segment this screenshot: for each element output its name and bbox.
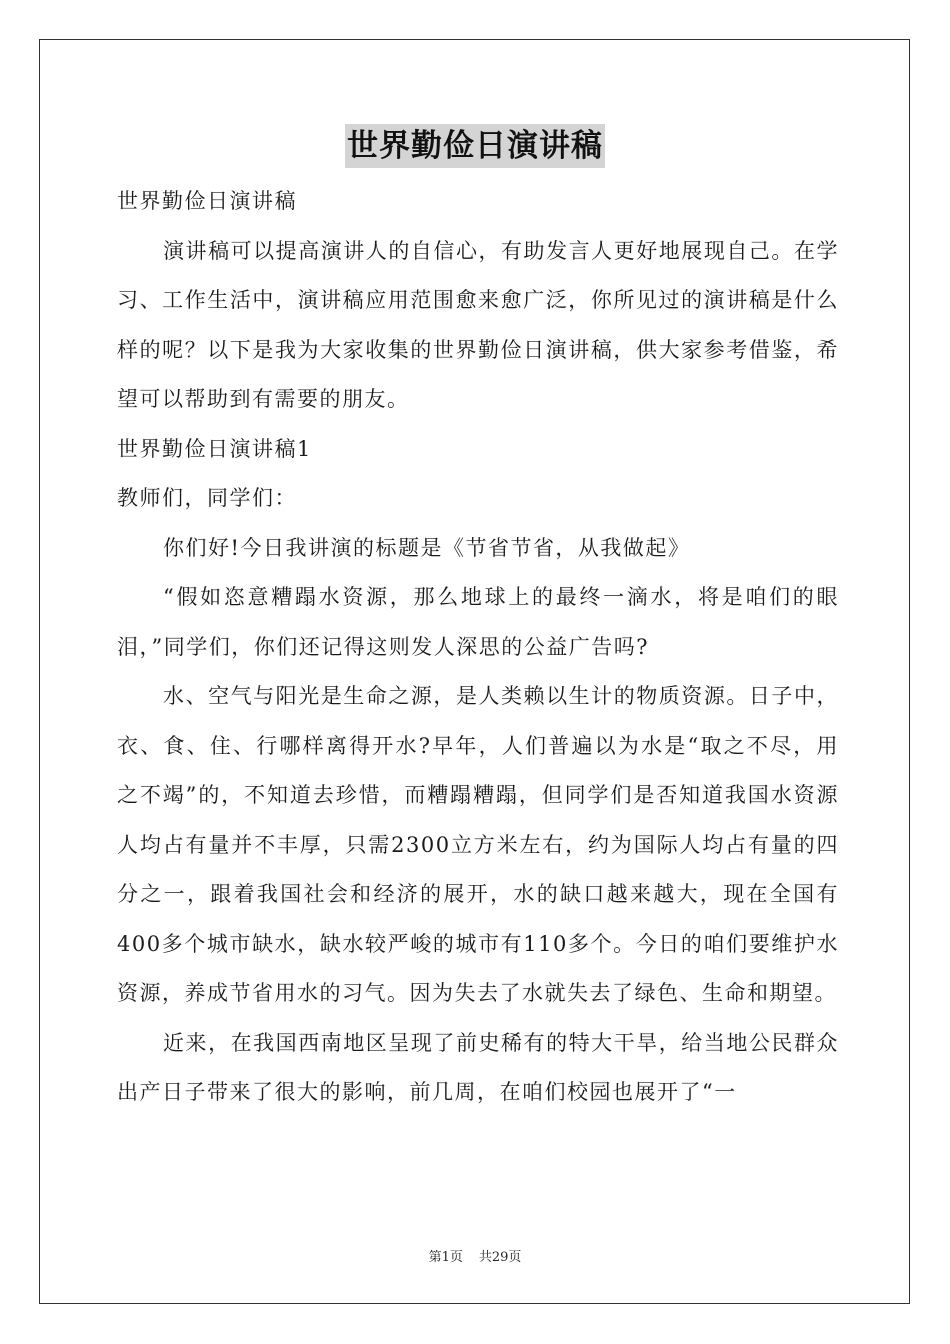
paragraph: 近来，在我国西南地区呈现了前史稀有的特大干旱，给当地公民群众出产日子带来了很大的影响，前几周，在咱们校园也展开了“一 bbox=[117, 1030, 839, 1104]
paragraph: 水、空气与阳光是生命之源，是人类赖以生计的物质资源。日子中，衣、食、住、行哪样离得开水?早年，人们普遍以为水是“取之不尽，用之不竭”的，不知道去珍惜，而糟蹋糟蹋，但同学们是否知道我国水资源人均占有量并不丰厚，只需2300立方米左右，约为国际人均占有量的四分之一，跟着我国社会和经济的展开，水的缺口越来越大，现在全国有400多个城市缺水，缺水较严峻的城市有110多个。今日的咱们要维护水资源，养成节省用水的习气。因为失去了水就失去了绿色、生命和期望。 bbox=[117, 684, 839, 1005]
paragraph: 演讲稿可以提高演讲人的自信心，有助发言人更好地展现自己。在学习、工作生活中，演讲稿应用范围愈来愈广泛，你所见过的演讲稿是什么样的呢？以下是我为大家收集的世界勤俭日演讲稿，供大家参考借鉴，希望可以帮助到有需要的朋友。 bbox=[117, 238, 839, 411]
total-pages: 共29页 bbox=[478, 1250, 522, 1265]
paragraph: “假如恣意糟蹋水资源，那么地球上的最终一滴水，将是咱们的眼泪，”同学们，你们还记得这则发人深思的公益广告吗? bbox=[117, 585, 839, 659]
paragraph: 你们好!今日我讲演的标题是《节省节省，从我做起》 bbox=[163, 535, 691, 560]
paragraph: 世界勤俭日演讲稿 bbox=[117, 189, 297, 213]
document-body bbox=[117, 177, 839, 1118]
title-area bbox=[0, 124, 950, 168]
page-footer bbox=[0, 1246, 950, 1265]
page-number: 第1页 bbox=[428, 1250, 463, 1265]
paragraph: 世界勤俭日演讲稿1 bbox=[117, 436, 312, 461]
paragraph: 教师们，同学们： bbox=[117, 486, 297, 510]
document-title: 世界勤俭日演讲稿 bbox=[345, 124, 605, 168]
